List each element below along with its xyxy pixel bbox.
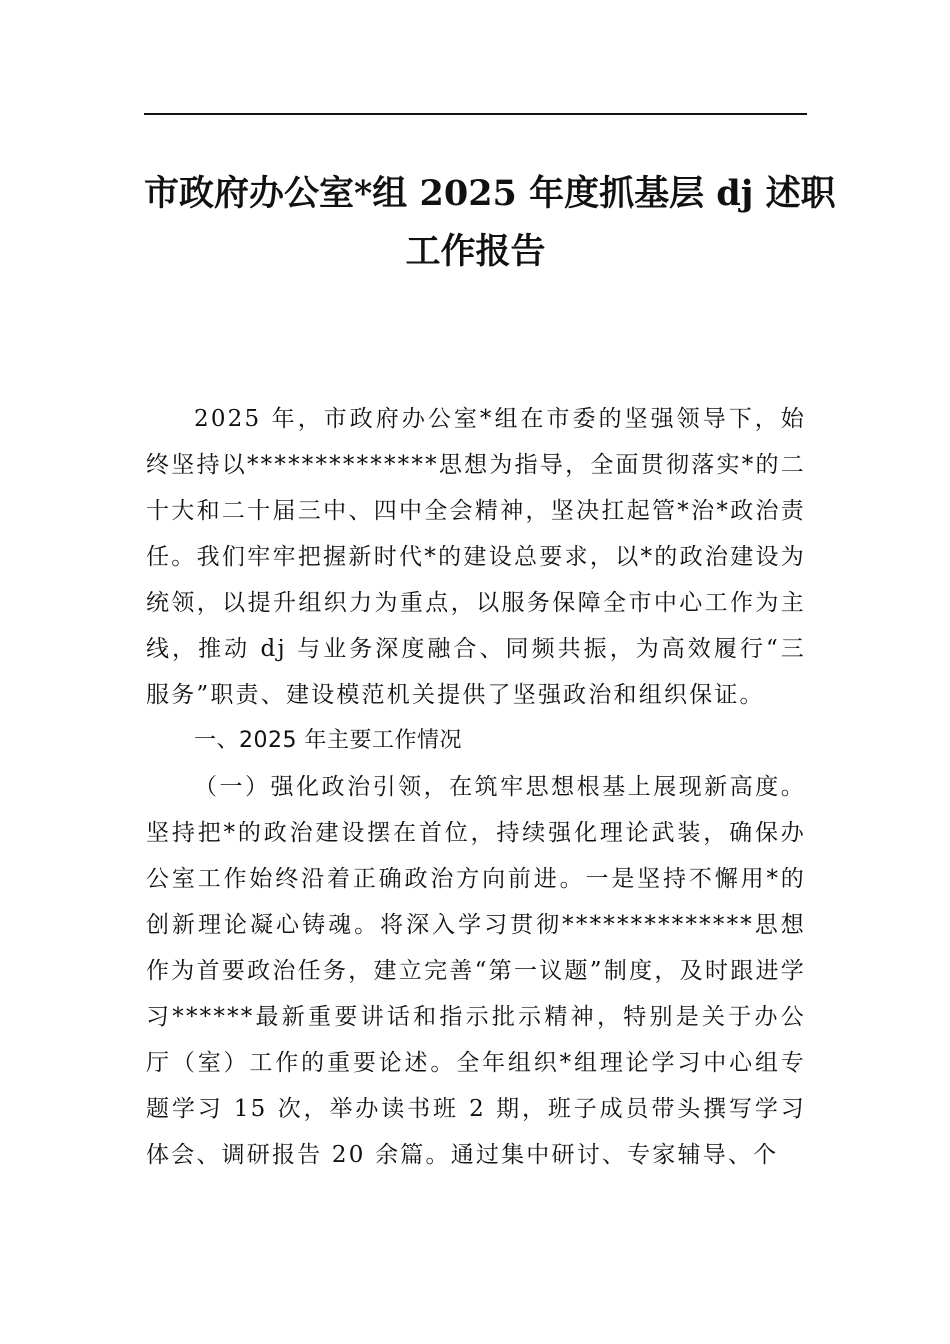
title-line-1: 市政府办公室*组 2025 年度抓基层 dj 述职 — [144, 173, 836, 214]
section-heading-1: 一、2025 年主要工作情况 — [194, 728, 462, 753]
title-line-2: 工作报告 — [405, 231, 546, 272]
intro-paragraph: 2025 年，市政府办公室*组在市委的坚强领导下，始终坚持以**************思想为指导，全面贯彻落实*的二十大和二十届三中、四中全会精神，坚决扛起管*治*政治责任。我们牢牢把握新时代*的建设总要求，以*的政治建设为统领，以提升组织力为重点，以服务保障全市中心工作为主线，推动 dj 与业务深度融合、同频共振，为高效履行“三服务”职责、建设模范机关提供了坚强政治和组织保证。 — [146, 406, 806, 708]
subsection-paragraph-1 — [146, 764, 806, 1178]
subsection-lead-1: （一）强化政治引领，在筑牢思想根基上展现新高度。 — [194, 774, 806, 800]
header-rule — [144, 113, 807, 115]
subsection-body-1: 坚持把*的政治建设摆在首位，持续强化理论武装，确保办公室工作始终沿着正确政治方向前进。一是坚持不懈用*的创新理论凝心铸魂。将深入学习贯彻**************思想作为首要政治任务，建立完善“第一议题”制度，及时跟进学习******最新重要讲话和指示批示精神，特别是关于办公厅（室）工作的重要论述。全年组织*组理论学习中心组专题学习 15 次，举办读书班 2 期，班子成员带头撰写学习体会、调研报告 20 余篇。通过集中研讨、专家辅导、个 — [146, 820, 806, 1168]
document-body — [146, 396, 806, 1178]
document-title — [144, 165, 836, 281]
